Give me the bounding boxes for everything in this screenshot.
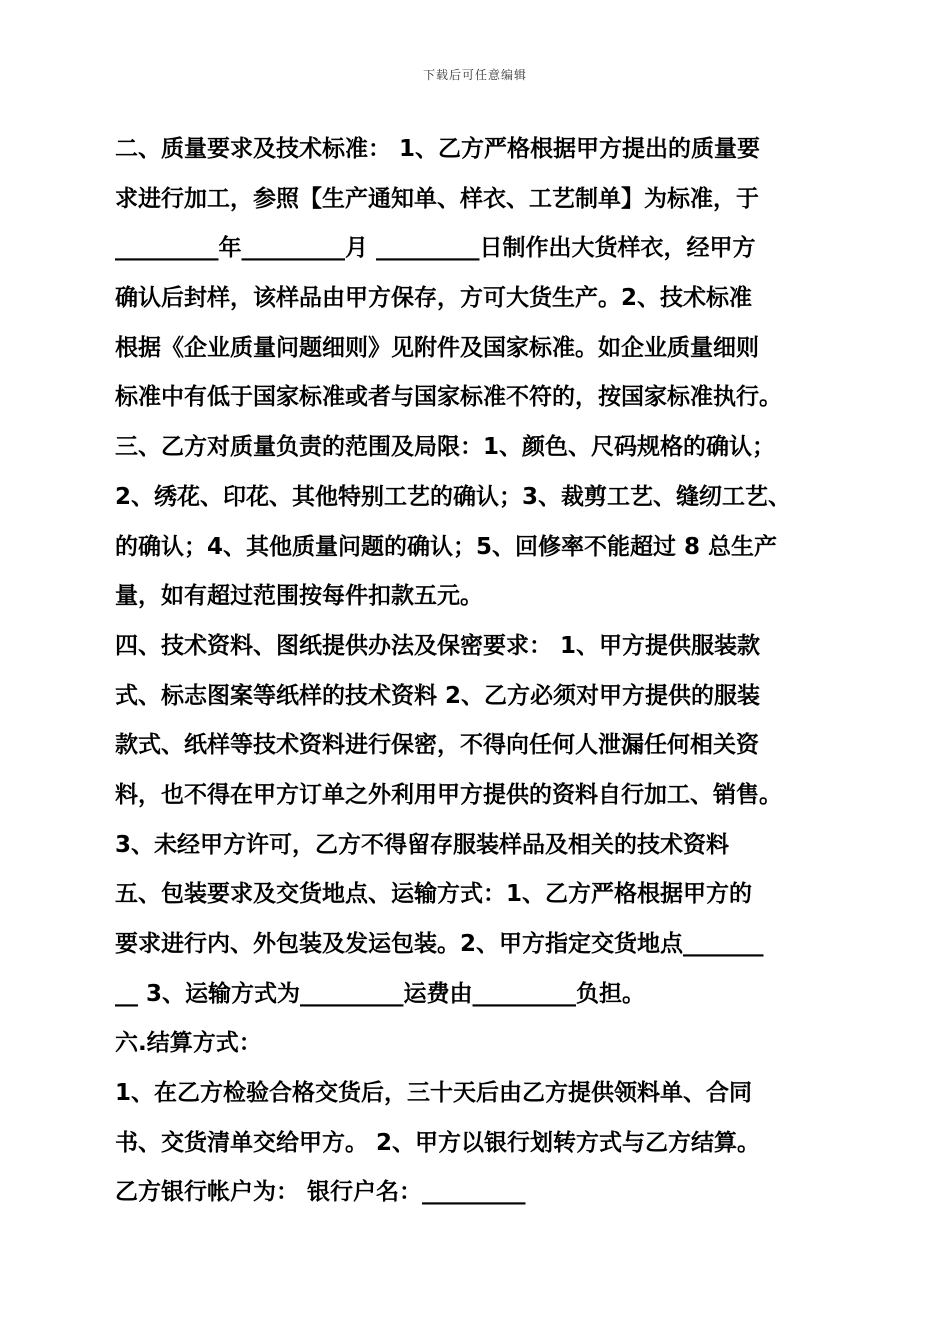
text-line: 二、质量要求及技术标准： 1、乙方严格根据甲方提出的质量要 xyxy=(115,136,761,162)
text-line: 根据《企业质量问题细则》见附件及国家标准。如企业质量细则 xyxy=(115,334,759,361)
text-line: _________年_________月 _________日制作出大货样衣，经甲方 xyxy=(115,235,756,262)
page-header: 下载后可任意编辑 xyxy=(422,68,527,82)
text-line: 款式、纸样等技术资料进行保密，不得向任何人泄漏任何相关资 xyxy=(115,732,759,759)
text-line: 书、交货清单交给甲方。 2、甲方以银行划转方式与乙方结算。 xyxy=(115,1129,761,1156)
text-line: __ 3、运输方式为_________运费由_________负担。 xyxy=(115,980,646,1007)
text-line: 要求进行内、外包装及发运包装。2、甲方指定交货地点_______ xyxy=(115,931,764,957)
text-line: 量，如有超过范围按每件扣款五元。 xyxy=(115,583,483,610)
text-line: 标准中有低于国家标准或者与国家标准不符的，按国家标准执行。 xyxy=(115,384,782,411)
document-body xyxy=(115,125,845,1218)
text-line: 乙方银行帐户为： 银行户名：_________ xyxy=(115,1179,526,1206)
text-line: 3、未经甲方许可，乙方不得留存服装样品及相关的技术资料 xyxy=(115,831,730,858)
text-line: 五、包装要求及交货地点、运输方式：1、乙方严格根据甲方的 xyxy=(115,881,753,908)
text-line: 三、乙方对质量负责的范围及局限：1、颜色、尺码规格的确认； xyxy=(115,434,776,461)
text-line: 求进行加工，参照【生产通知单、样衣、工艺制单】为标准，于 xyxy=(115,185,759,212)
text-line: 式、标志图案等纸样的技术资料 2、乙方必须对甲方提供的服装 xyxy=(115,682,761,709)
text-line: 的确认；4、其他质量问题的确认；5、回修率不能超过 8 总生产 xyxy=(115,533,778,560)
text-line: 料，也不得在甲方订单之外利用甲方提供的资料自行加工、销售。 xyxy=(115,781,782,808)
text-line: 确认后封样，该样品由甲方保存，方可大货生产。2、技术标准 xyxy=(115,285,753,312)
text-line: 2、绣花、印花、其他特别工艺的确认；3、裁剪工艺、缝纫工艺、 xyxy=(115,483,792,510)
text-line: 1、在乙方检验合格交货后，三十天后由乙方提供领料单、合同 xyxy=(115,1080,753,1107)
text-line: 六.结算方式： xyxy=(115,1030,262,1057)
text-line: 四、技术资料、图纸提供办法及保密要求： 1、甲方提供服装款 xyxy=(115,632,761,659)
